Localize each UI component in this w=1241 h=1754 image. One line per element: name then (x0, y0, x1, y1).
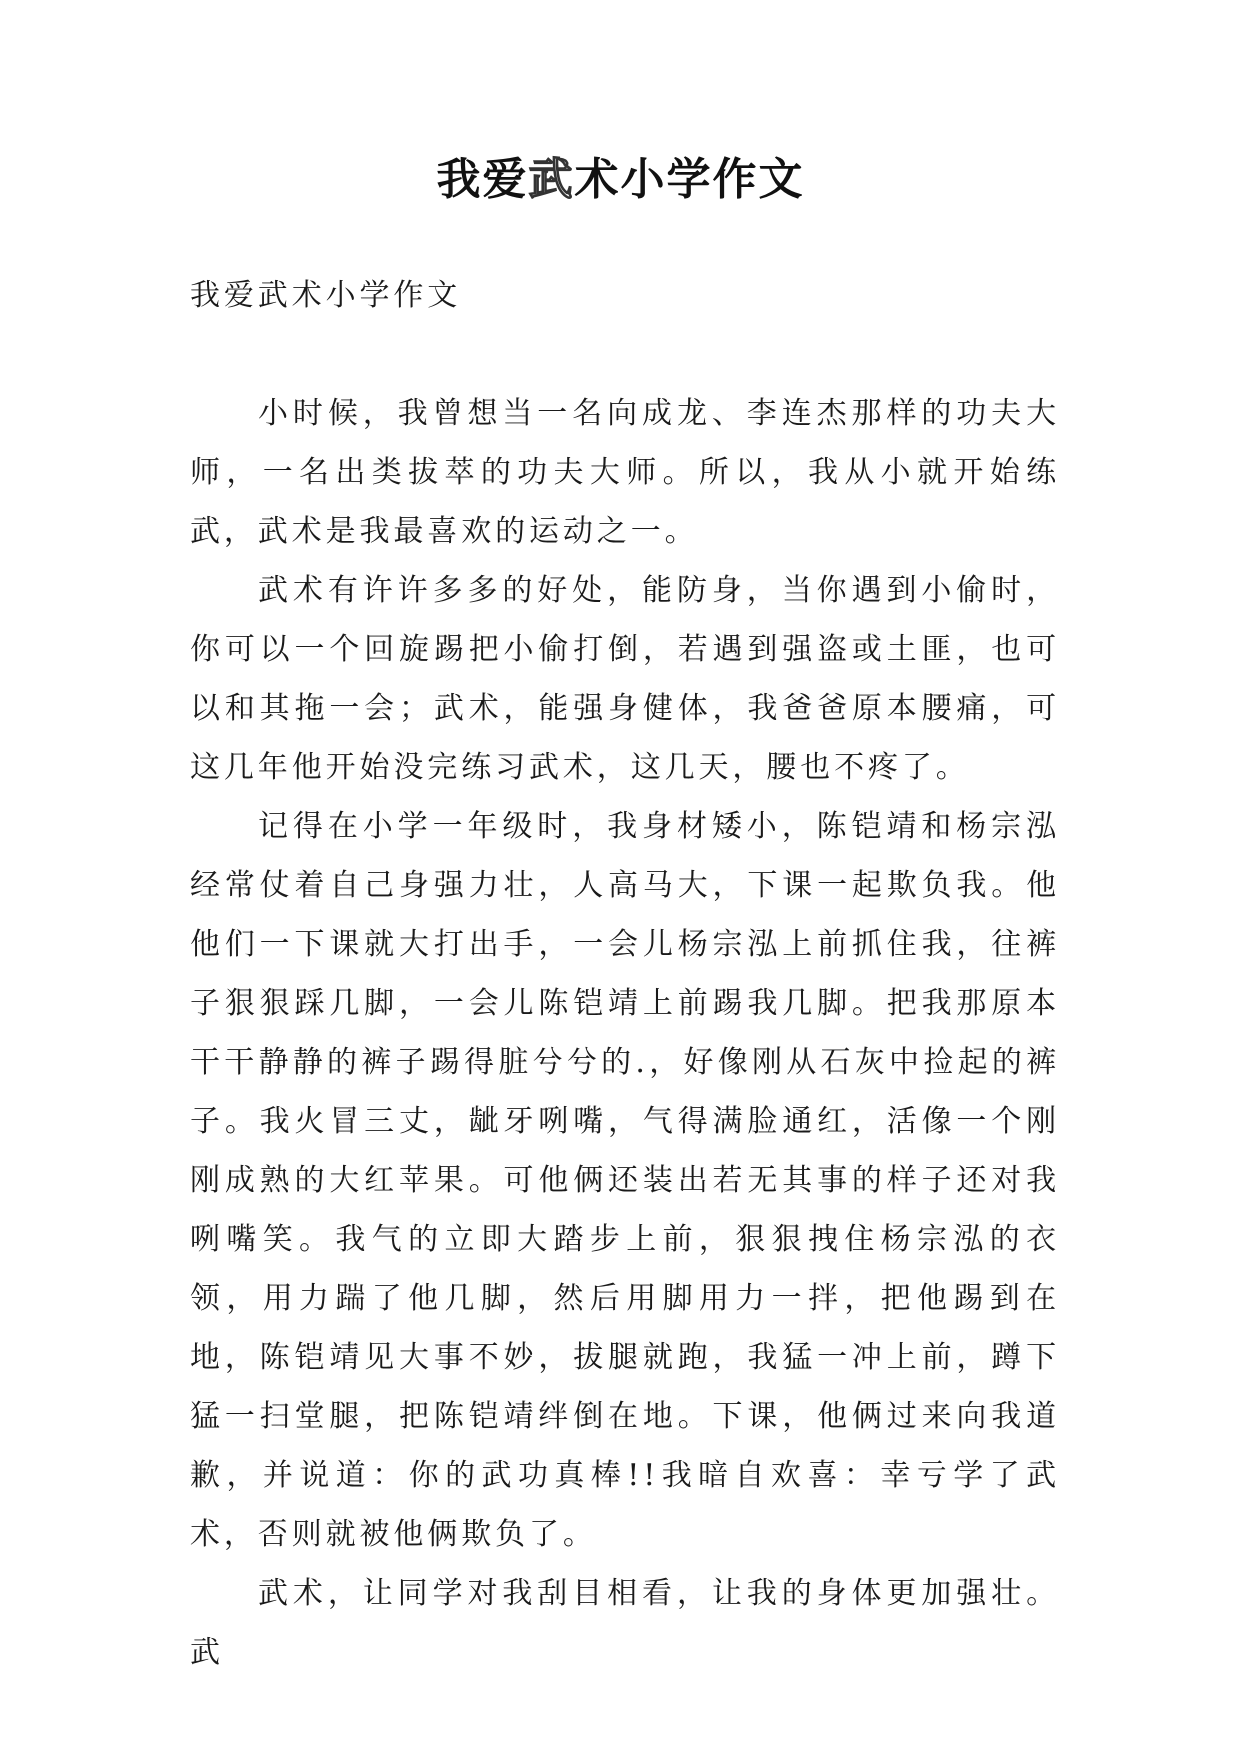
paragraph-2: 武术有许许多多的好处，能防身，当你遇到小偷时，你可以一个回旋踢把小偷打倒，若遇到强盗或土匪，也可以和其拖一会；武术，能强身健体，我爸爸原本腰痛，可这几年他开始没完练习武术，这几天，腰也不疼了。 (190, 573, 1060, 785)
paragraph-1: 小时候，我曾想当一名向成龙、李连杰那样的功夫大师，一名出类拔萃的功夫大师。所以，我从小就开始练武，武术是我最喜欢的运动之一。 (190, 396, 1060, 549)
paragraph-4: 武术，让同学对我刮目相看，让我的身体更加强壮。武 (190, 1576, 1060, 1670)
title-text-highlight: 武 (528, 154, 575, 205)
title-text-start: 我爱 (436, 154, 529, 205)
document-title (0, 150, 1241, 210)
document-subtitle: 我爱武术小学作文 (190, 278, 462, 313)
title-text-end: 术小学作文 (574, 154, 805, 205)
document-body (190, 266, 1060, 1682)
paragraph-3: 记得在小学一年级时，我身材矮小，陈铠靖和杨宗泓经常仗着自己身强力壮，人高马大，下课一起欺负我。他他们一下课就大打出手，一会儿杨宗泓上前抓住我，往裤子狠狠踩几脚，一会儿陈铠靖上前踢我几脚。把我那原本干干静静的裤子踢得脏兮兮的.，好像刚从石灰中捡起的裤子。我火冒三丈，龇牙咧嘴，气得满脸通红，活像一个刚刚成熟的大红苹果。可他俩还装出若无其事的样子还对我咧嘴笑。我气的立即大踏步上前，狠狠拽住杨宗泓的衣领，用力踹了他几脚，然后用脚用力一拌，把他踢到在地，陈铠靖见大事不妙，拔腿就跑，我猛一冲上前，蹲下猛一扫堂腿，把陈铠靖绊倒在地。下课，他俩过来向我道歉，并说道：你的武功真棒!!我暗自欢喜：幸亏学了武术，否则就被他俩欺负了。 (190, 809, 1060, 1552)
